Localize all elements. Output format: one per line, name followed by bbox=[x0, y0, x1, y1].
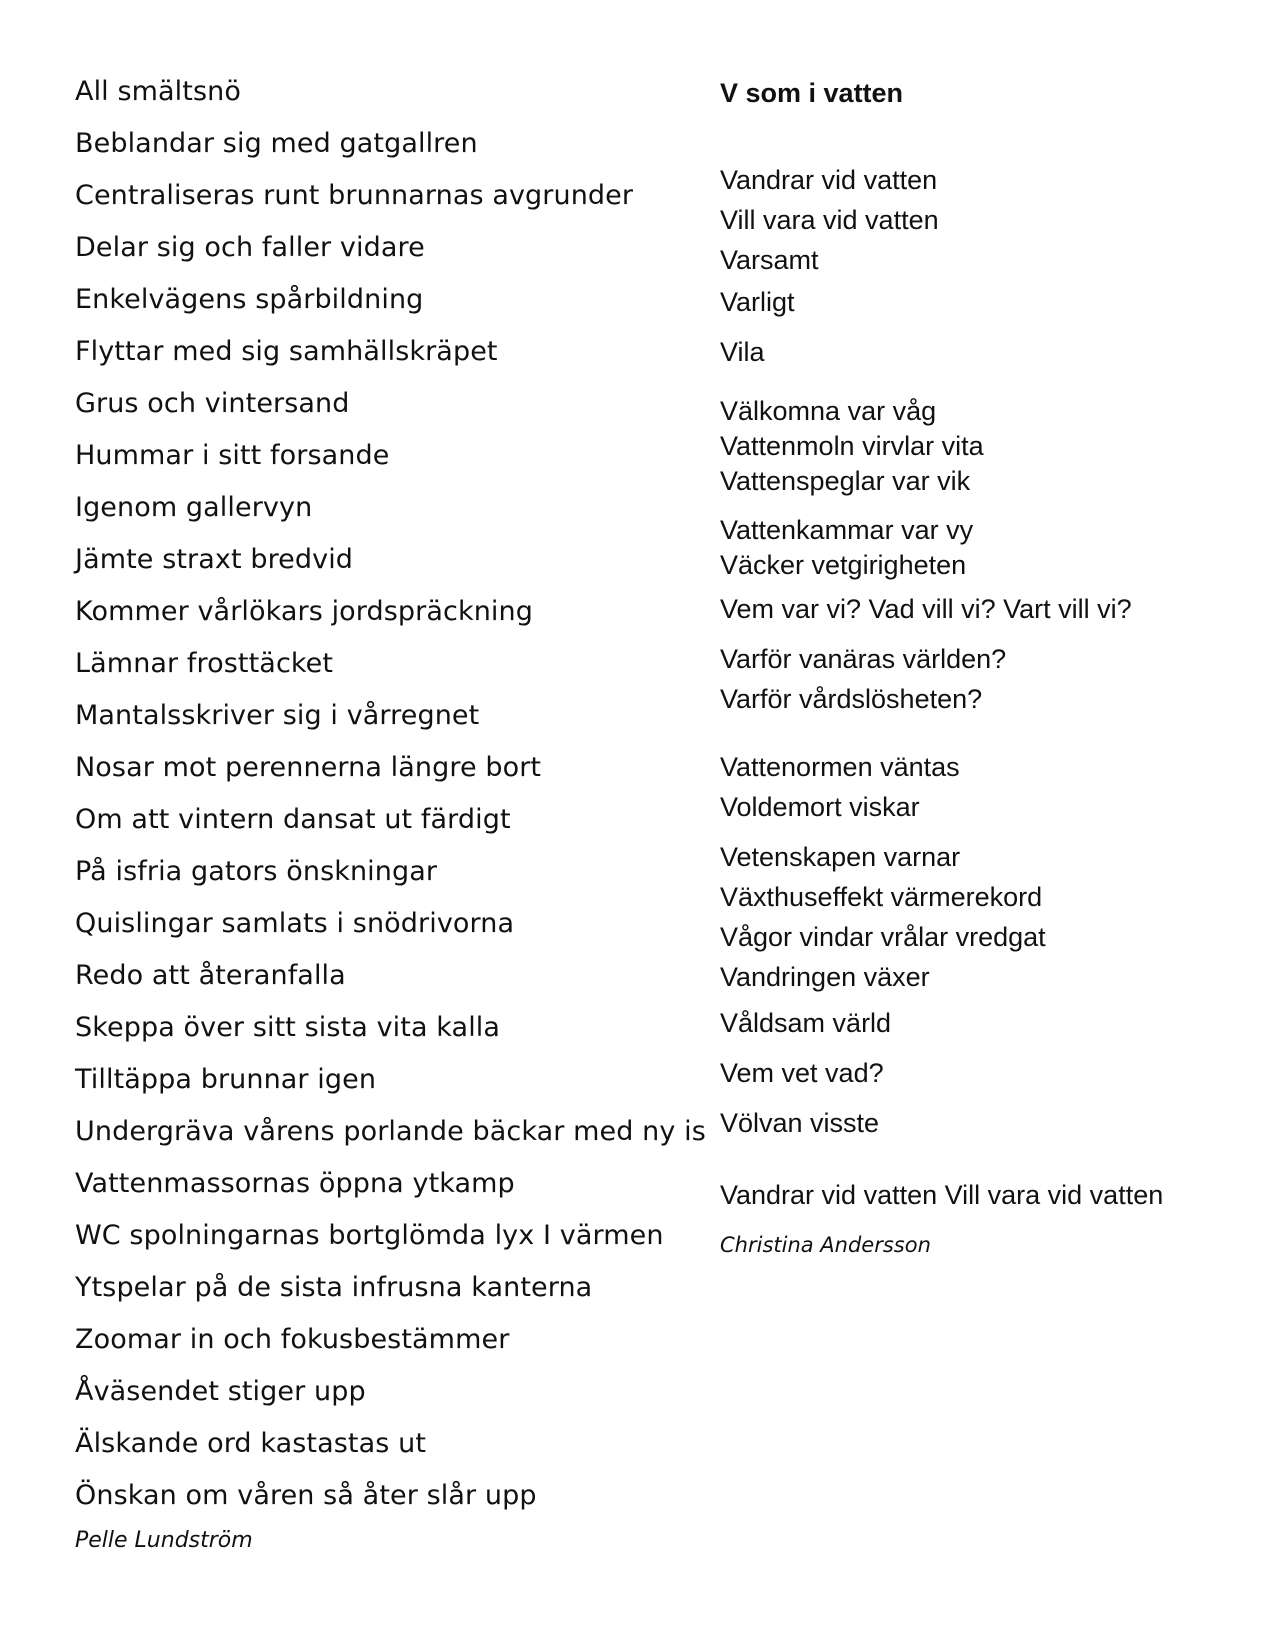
poem-line: Vandrar vid vatten Vill vara vid vatten bbox=[720, 1180, 1164, 1210]
poem-stanza bbox=[720, 394, 1200, 499]
poem-stanza bbox=[720, 639, 1200, 719]
poem-line: Vattenormen väntas bbox=[720, 752, 960, 782]
poem-line: Vetenskapen varnar bbox=[720, 842, 961, 872]
poem-line: Älskande ord kastastas ut bbox=[75, 1428, 427, 1459]
poem-line: Vem vet vad? bbox=[720, 1058, 884, 1088]
poem-line: Zoomar in och fokusbestämmer bbox=[75, 1324, 510, 1355]
poem-right bbox=[720, 74, 1200, 1259]
poem-line: Mantalsskriver sig i vårregnet bbox=[75, 700, 480, 731]
poem-line: Varför vanäras världen? bbox=[720, 644, 1007, 674]
poem-line: Delar sig och faller vidare bbox=[75, 232, 425, 263]
poem-line: Åväsendet stiger upp bbox=[75, 1376, 366, 1407]
poem-line: Undergräva vårens porlande bäckar med ny is bbox=[75, 1116, 706, 1147]
poem-line: Varligt bbox=[720, 287, 795, 317]
poem-stanza bbox=[720, 332, 1200, 372]
poem-line: Växthuseffekt värmerekord bbox=[720, 882, 1043, 912]
poem-line: Önskan om våren så åter slår upp bbox=[75, 1480, 537, 1511]
poem-line: Vandrar vid vatten bbox=[720, 165, 938, 195]
poem-line: Quislingar samlats i snödrivorna bbox=[75, 908, 515, 939]
poem-right-title: V som i vatten bbox=[720, 78, 904, 108]
poem-line: Lämnar frosttäcket bbox=[75, 648, 334, 679]
poem-line: Vandringen växer bbox=[720, 962, 930, 992]
poem-line: Tilltäppa brunnar igen bbox=[75, 1064, 377, 1095]
poem-stanza bbox=[720, 837, 1200, 997]
poem-left-author: Pelle Lundström bbox=[75, 1528, 253, 1553]
poem-line: Hummar i sitt forsande bbox=[75, 440, 390, 471]
poem-line: Flyttar med sig samhällskräpet bbox=[75, 336, 498, 367]
poem-stanza bbox=[720, 1053, 1200, 1093]
poem-stanza bbox=[720, 1103, 1200, 1143]
poem-left-lines bbox=[75, 66, 715, 1522]
poem-stanza bbox=[720, 589, 1200, 629]
poem-line: Centraliseras runt brunnarnas avgrunder bbox=[75, 180, 634, 211]
poem-line: Kommer vårlökars jordspräckning bbox=[75, 596, 533, 627]
poem-stanza bbox=[720, 160, 1200, 280]
poem-line: Skeppa över sitt sista vita kalla bbox=[75, 1012, 501, 1043]
poem-line: Enkelvägens spårbildning bbox=[75, 284, 424, 315]
poem-line: Jämte straxt bredvid bbox=[75, 544, 354, 575]
poem-stanza bbox=[720, 513, 1200, 583]
poem-stanza bbox=[720, 282, 1200, 322]
poem-line: Beblandar sig med gatgallren bbox=[75, 128, 478, 159]
poem-line: Väcker vetgirigheten bbox=[720, 550, 967, 580]
poem-line: Nosar mot perennerna längre bort bbox=[75, 752, 542, 783]
poem-stanza bbox=[720, 1181, 1200, 1209]
poem-line: Vattenspeglar var vik bbox=[720, 466, 971, 496]
poem-line: Redo att återanfalla bbox=[75, 960, 346, 991]
poem-line: Vågor vindar vrålar vredgat bbox=[720, 922, 1046, 952]
poem-line: Vill vara vid vatten bbox=[720, 205, 939, 235]
poem-line: Ytspelar på de sista infrusna kanterna bbox=[75, 1272, 593, 1303]
poem-line: Om att vintern dansat ut färdigt bbox=[75, 804, 511, 835]
poem-line: Voldemort viskar bbox=[720, 792, 920, 822]
poem-line: Vila bbox=[720, 337, 765, 367]
poem-line: På isfria gators önskningar bbox=[75, 856, 438, 887]
poem-line: Grus och vintersand bbox=[75, 388, 350, 419]
poem-line: Våldsam värld bbox=[720, 1008, 892, 1038]
poem-right-author: Christina Andersson bbox=[720, 1233, 931, 1257]
poem-stanza bbox=[720, 747, 1200, 827]
poem-right-stanzas bbox=[720, 160, 1200, 1209]
poem-line: Varför vårdslösheten? bbox=[720, 684, 983, 714]
poem-line: All smältsnö bbox=[75, 76, 241, 107]
poem-line: Välkomna var våg bbox=[720, 396, 937, 426]
poem-line: WC spolningarnas bortglömda lyx I värmen bbox=[75, 1220, 664, 1251]
poem-line: Vattenmassornas öppna ytkamp bbox=[75, 1168, 515, 1199]
poem-line: Völvan visste bbox=[720, 1108, 880, 1138]
poem-left bbox=[75, 66, 715, 1556]
poem-line: Varsamt bbox=[720, 245, 819, 275]
poem-line: Vem var vi? Vad vill vi? Vart vill vi? bbox=[720, 594, 1132, 624]
poem-line: Vattenkammar var vy bbox=[720, 515, 974, 545]
poem-line: Vattenmoln virvlar vita bbox=[720, 431, 984, 461]
poem-line: Igenom gallervyn bbox=[75, 492, 313, 523]
poem-stanza bbox=[720, 1003, 1200, 1043]
